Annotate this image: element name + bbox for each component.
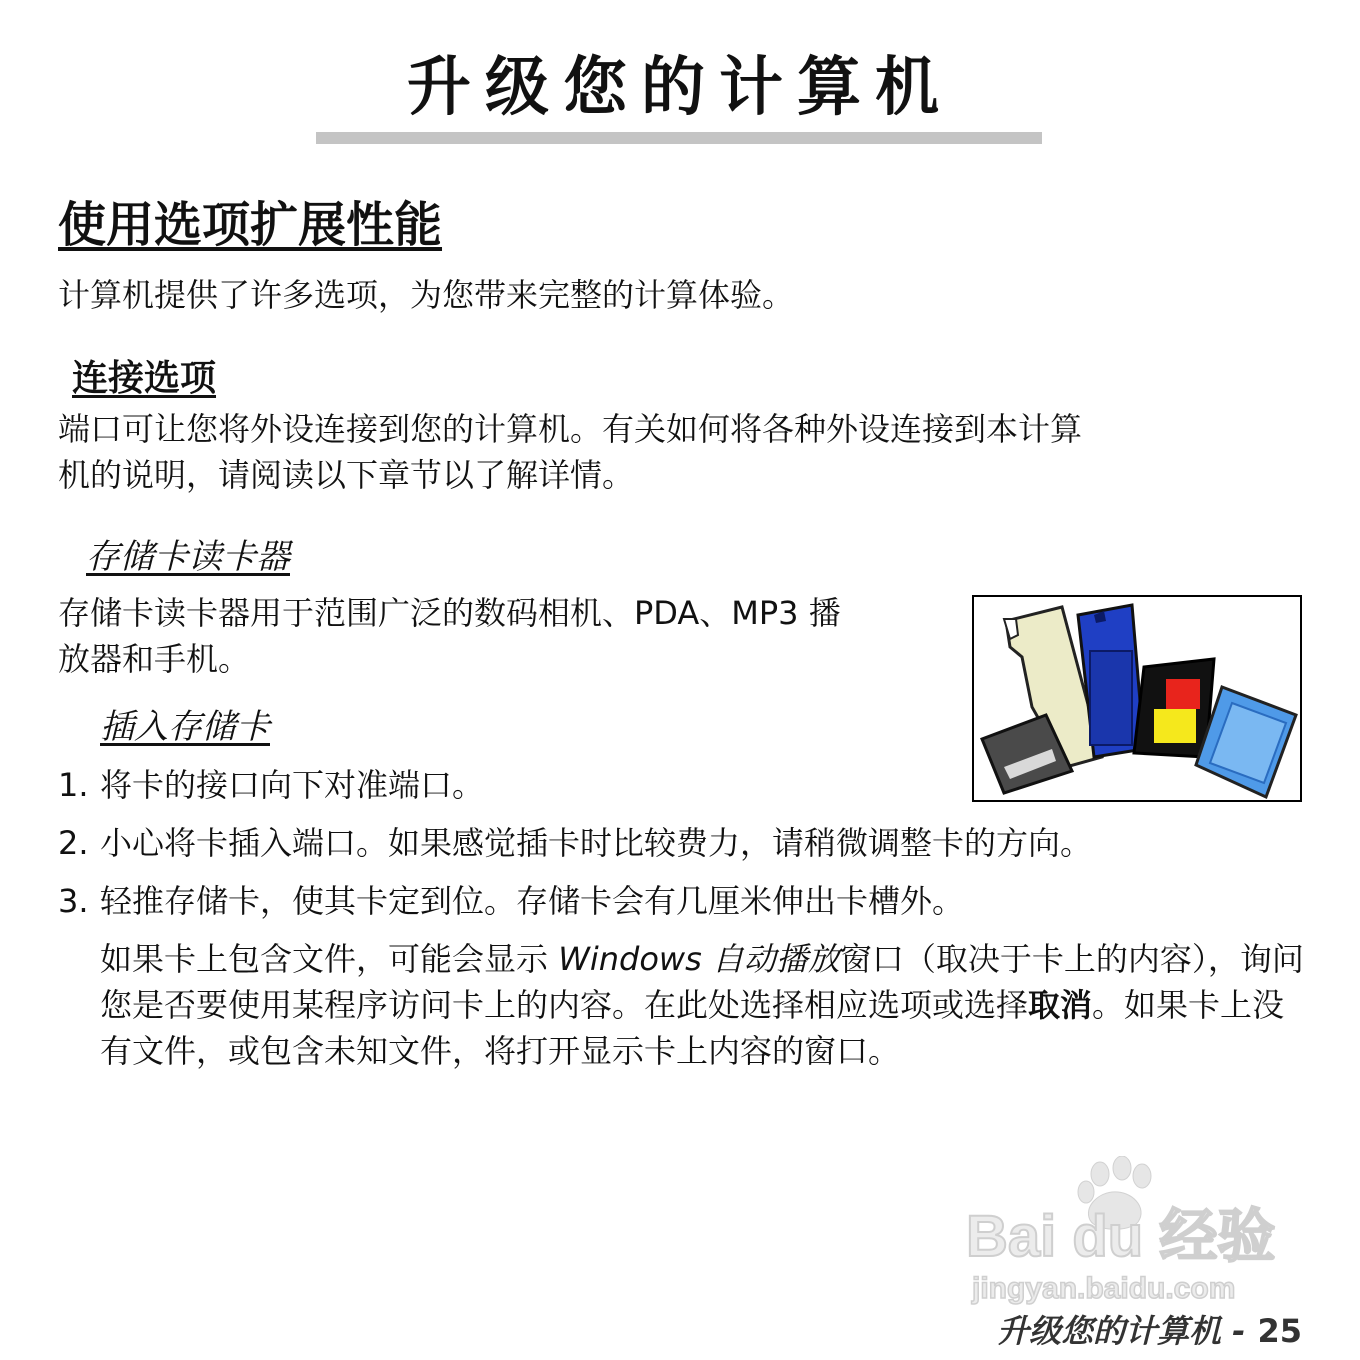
footer-label: 升级您的计算机 - [997,1312,1246,1350]
connect-heading: 连接选项 [72,358,217,399]
card-reader-line-2: 放器和手机。 [58,640,251,678]
note-part-3: 。如果卡上没有文件，或包含未知文件，将打开显示卡上内容的窗口。 [100,986,1285,1070]
step-text: 轻推存储卡，使其卡定到位。存储卡会有几厘米伸出卡槽外。 [100,882,965,920]
connect-line-2: 机的说明，请阅读以下章节以了解详情。 [58,456,635,494]
baidu-watermark [962,1156,1282,1306]
cancel-option: 取消 [1028,986,1093,1024]
windows-autoplay: Windows 自动播放 [558,940,840,978]
memory-cards-illustration [972,595,1302,802]
watermark-url: jingyan.baidu.com [972,1272,1236,1305]
title-divider [316,132,1042,144]
step-text: 将卡的接口向下对准端口。 [100,766,485,804]
note-part-1: 如果卡上包含文件，可能会显示 [100,940,559,978]
card-reader-heading: 存储卡读卡器 [86,537,290,577]
connect-line-1: 端口可让您将外设连接到您的计算机。有关如何将各种外设连接到本计算 [58,410,1083,448]
step-1 [58,762,484,808]
insert-heading: 插入存储卡 [100,707,270,747]
step-number: 2. [58,824,89,862]
step-2 [58,820,1092,866]
page-footer [997,1310,1302,1352]
card-reader-line-1: 存储卡读卡器用于范围广泛的数码相机、PDA、MP3 播 [58,594,841,632]
page-number: 25 [1257,1312,1302,1350]
paw-logo-icon [962,1156,1282,1306]
step-text: 小心将卡插入端口。如果感觉插卡时比较费力，请稍微调整卡的方向。 [100,824,1093,862]
section-intro: 计算机提供了许多选项，为您带来完整的计算体验。 [58,276,795,314]
autoplay-note [100,936,1304,1074]
memory-cards-icon [974,597,1300,800]
page-title: 升级您的计算机 [407,51,953,125]
section-heading: 使用选项扩展性能 [58,197,443,253]
step-number: 1. [58,766,89,804]
step-number: 3. [58,882,89,920]
step-3 [58,878,964,924]
note-part-2: 窗口（取决于卡上的内容），询问您是否要使用某程序访问卡上的内容。在此处选择相应选项或选择 [100,940,1304,1024]
watermark-brand: Bai du 经验 [966,1204,1276,1269]
